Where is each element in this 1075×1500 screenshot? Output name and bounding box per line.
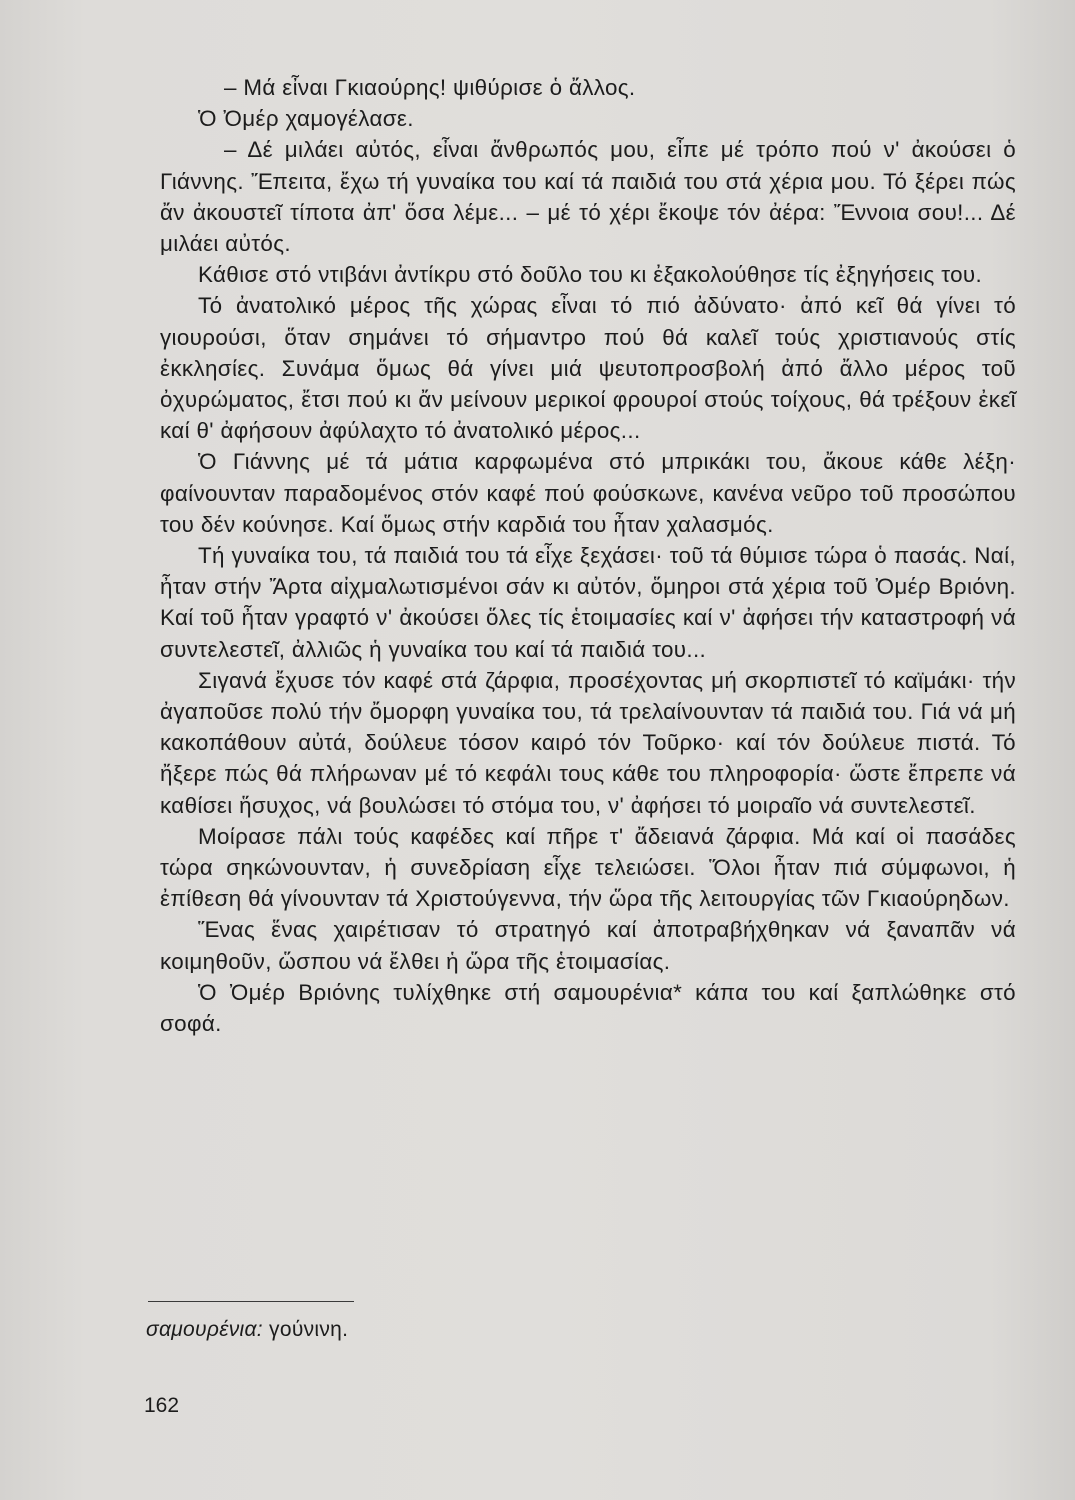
footnote-definition: γούνινη. xyxy=(269,1318,349,1341)
footnote xyxy=(146,1318,348,1342)
paragraph: Ἕνας ἕνας χαιρέτισαν τό στρατηγό καί ἀποτραβήχθηκαν νά ξαναπᾶν νά κοιμηθοῦν, ὥσπου νά ἔλθει ἡ ὥρα τῆς ἑτοιμασίας. xyxy=(160,917,1016,974)
main-text xyxy=(160,72,1016,1039)
paragraph: – Δέ μιλάει αὐτός, εἶναι ἄνθρωπός μου, εἶπε μέ τρόπο πού ν' ἀκούσει ὁ Γιάννης. Ἔπειτα, ἔχω τή γυναίκα του καί τά παιδιά του στά χέρια μου. Τό ξέρει πώς ἄν ἀκουστεῖ τίποτα ἀπ' ὅσα λέμε... – μέ τό χέρι ἔκοψε τόν ἀέρα: Ἔννοια σου!... Δέ μιλάει αὐτός. xyxy=(160,137,1016,257)
footnote-divider xyxy=(148,1301,354,1302)
footnote-term: σαμουρένια: xyxy=(146,1318,263,1341)
paragraph: Τό ἀνατολικό μέρος τῆς χώρας εἶναι τό πιό ἀδύνατο· ἀπό κεῖ θά γίνει τό γιουρούσι, ὅταν σημάνει τό σήμαντρο πού θά καλεῖ τούς χριστιανούς στίς ἐκκλησίες. Συνάμα ὅμως θά γίνει μιά ψευτοπροσβολή ἀπό ἄλλο μέρος τοῦ ὀχυρώματος, ἔτσι πού κι ἄν μείνουν μερικοί φρουροί στούς τοίχους, θά τρέξουν ἐκεῖ καί θ' ἀφήσουν ἀφύλαχτο τό ἀνατολικό μέρος... xyxy=(160,293,1016,444)
paragraph: Τή γυναίκα του, τά παιδιά του τά εἶχε ξεχάσει· τοῦ τά θύμισε τώρα ὁ πασάς. Ναί, ἦταν στήν Ἄρτα αἰχμαλωτισμένοι σάν κι αὐτόν, ὅμηροι στά χέρια τοῦ Ὀμέρ Βριόνη. Καί τοῦ ἦταν γραφτό ν' ἀκούσει ὅλες τίς ἑτοιμασίες καί ν' ἀφήσει τήν καταστροφή νά συντελεστεῖ, ἀλλιῶς ἡ γυναίκα του καί τά παιδιά του... xyxy=(160,543,1016,662)
paragraph: Ὁ Ὀμέρ Βριόνης τυλίχθηκε στή σαμουρένια* κάπα του καί ξαπλώθηκε στό σοφά. xyxy=(160,979,1016,1037)
paragraph: Σιγανά ἔχυσε τόν καφέ στά ζάρφια, προσέχοντας μή σκορπιστεῖ τό καϊμάκι· τήν ἀγαποῦσε πολύ τήν ὄμορφη γυναίκα του, τά τρελαίνουνταν τά παιδιά του. Γιά νά μή κακοπάθουν αὐτά, δούλευε τόσον καιρό τόν Τοῦρκο· καί τόν δούλευε πιστά. Τό ἤξερε πώς θά πλήρωναν μέ τό κεφάλι τους κάθε του πληροφορία· ὥστε ἔπρεπε νά καθίσει ἥσυχος, νά βουλώσει τό στόμα του, ν' ἀφήσει τό μοιραῖο νά συντελεστεῖ. xyxy=(160,667,1016,818)
paragraph: – Μά εἶναι Γκιαούρης! ψιθύρισε ὁ ἄλλος. xyxy=(224,75,636,100)
paragraph: Μοίρασε πάλι τούς καφέδες καί πῆρε τ' ἄδειανά ζάρφια. Μά καί οἱ πασάδες τώρα σηκώνουνταν, ἡ συνεδρίαση εἶχε τελειώσει. Ὅλοι ἦταν πιά σύμφωνοι, ἡ ἐπίθεση θά γίνουνταν τά Χριστούγεννα, τήν ὥρα τῆς λειτουργίας τῶν Γκιαούρηδων. xyxy=(160,823,1016,912)
paragraph: Ὁ Ὀμέρ χαμογέλασε. xyxy=(198,106,414,132)
paragraph: Κάθισε στό ντιβάνι ἀντίκρυ στό δοῦλο του κι ἐξακολούθησε τίς ἐξηγήσεις του. xyxy=(198,262,983,288)
paragraph: Ὁ Γιάννης μέ τά μάτια καρφωμένα στό μπρικάκι του, ἄκουε κάθε λέξη· φαίνουνταν παραδομένος στόν καφέ πού φούσκωνε, κανένα νεῦρο τοῦ προσώπου του δέν κούνησε. Καί ὅμως στήν καρδιά του ἦταν χαλασμός. xyxy=(160,449,1016,537)
page-number: 162 xyxy=(144,1394,180,1417)
